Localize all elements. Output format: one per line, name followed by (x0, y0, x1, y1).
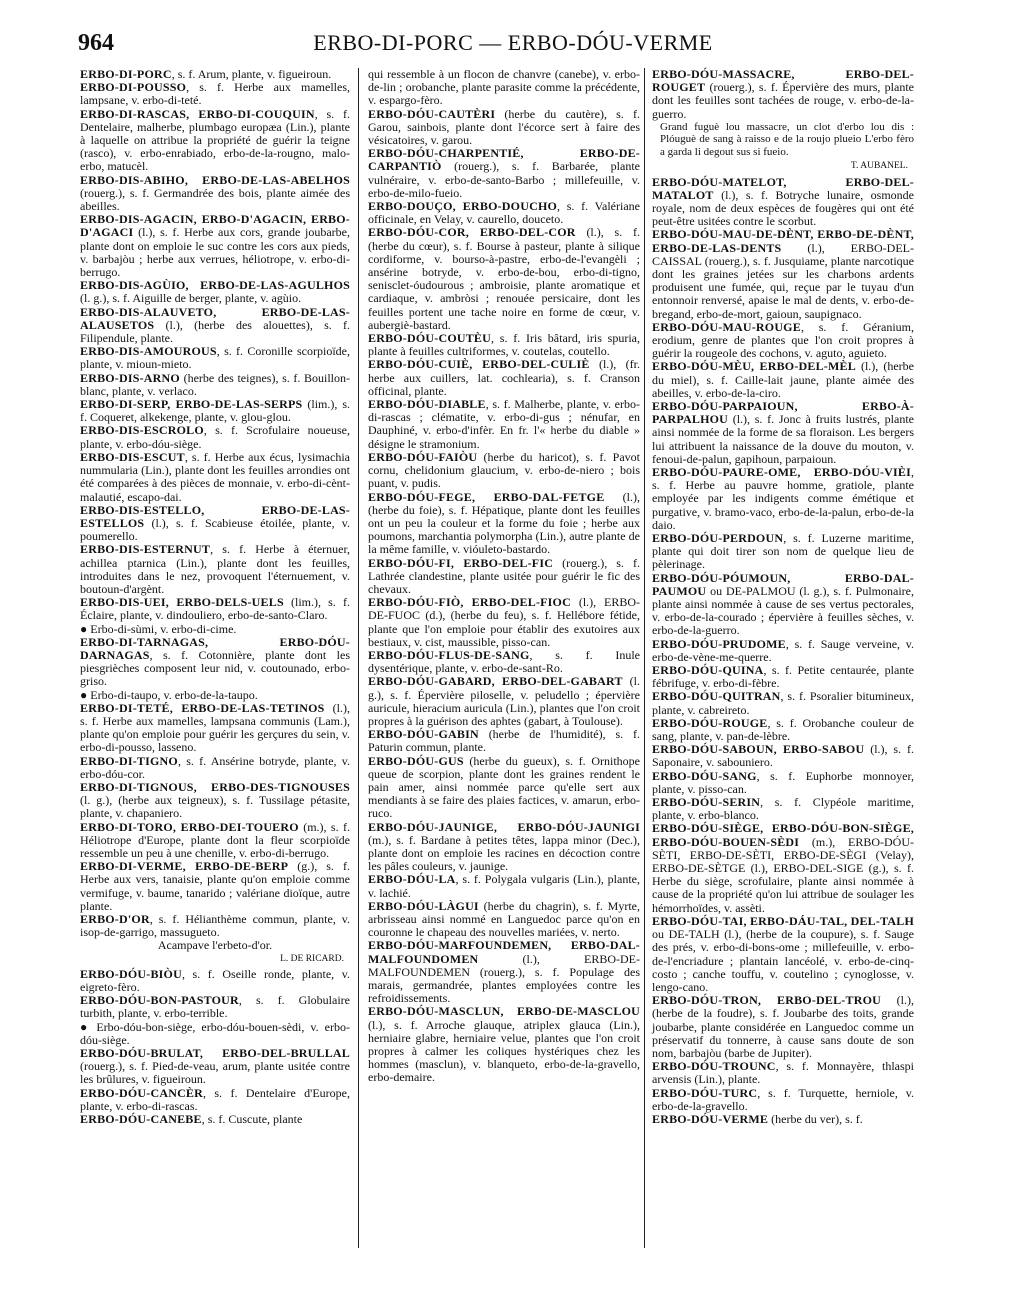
entry-headword: ERBO-DÓU-MARFOUNDEMEN, ERBO-DAL-MALFOUNDOMEN (368, 938, 640, 966)
entry-headword: ERBO-DÓU-TRON, ERBO-DEL-TROU (652, 993, 881, 1008)
dictionary-entry (368, 491, 640, 557)
entry-definition: (herbe du ver), s. f. (768, 1111, 863, 1126)
dictionary-entry (80, 596, 350, 622)
entry-headword: ERBO-DÓU-CANEBE (80, 1112, 202, 1127)
entry-headword: ERBO-DÓU-SABOUN, ERBO-SABOU (652, 742, 865, 757)
entry-headword: ERBO-DÓU-FLUS-DE-SANG (368, 647, 530, 662)
entry-definition: (m.), ERBO-DÓU-SÈTI, ERBO-DE-SÈTI, ERBO-DE-SÈGI (Velay), ERBO-DE-SÈTGE (l.), ERBO-DEL-SIGE (g.), s. f. Herbe du siège, scrofulaire, plante ainsi nommée à cause de la propriété qu'on lui attribue de soulager les hémorrhoïdes, v. assèti. (652, 834, 914, 915)
dictionary-entry (652, 770, 914, 796)
entry-definition: (herbe des teignes), s. f. Bouillon-blanc, plante, v. verlaco. (80, 370, 350, 398)
dictionary-entry (80, 174, 350, 214)
column-divider (358, 68, 359, 1248)
entry-headword: ERBO-DÓU-MASSACRE, ERBO-DEL-ROUGET (652, 67, 914, 95)
entry-definition: ou DE-TALH (l.), (herbe de la coupure), s. f. Sauge des prés, v. erbo-di-bons-ome ; millefeuille, v. erbo-de-l'encriadure ; plantain lancéolé, v. erbo-de-cinq-costo ; canche touffu, v. coutelino ; cynoglosse, v. lengo-cano. (652, 927, 914, 994)
entry-headword: ERBO-DÓU-TAI, ERBO-DÁU-TAL, DEL-TALH (652, 913, 914, 928)
entry-definition: , s. f. Inule dysentérique, plante, v. erbo-de-sant-Ro. (368, 647, 640, 676)
entry-headword: ERBO-DÓU-PÓUMOUN, ERBO-DAL-PAUMOU (652, 570, 914, 598)
entry-definition: (l. g.), (herbe aux teigneux), s. f. Tussilage pétasite, plante, v. chapaniero. (80, 793, 350, 821)
entry-definition: (herbe du cautère), s. f. Garou, sainbois, plante dont l'écorce sert à faire des vésicatoires, v. garou. (368, 106, 640, 148)
entry-definition: , s. f. Valériane officinale, en Velay, v. caurello, douceto. (368, 199, 640, 227)
entry-definition: (herbe de l'humidité), s. f. Paturin commun, plante. (368, 727, 640, 755)
entry-headword: ERBO-DI-TARNAGAS, ERBO-DÓU-DARNAGAS (80, 634, 350, 662)
entry-headword: ERBO-DÓU-MAU-ROUGE (652, 319, 801, 334)
entry-definition: , s. f. Clypéole maritime, plante, v. erbo-blanco. (652, 795, 914, 823)
dictionary-entry (368, 1005, 640, 1084)
dictionary-entry (652, 400, 914, 466)
dictionary-entry (80, 1087, 350, 1113)
dictionary-entry (652, 822, 914, 914)
entry-definition: , s. f. Oseille ronde, plante, v. eigreto-fèro. (80, 966, 350, 995)
entry-definition: , s. f. Luzerne maritime, plante qui doit tirer son nom de quelque lieu de pèlerinage. (652, 531, 914, 572)
entry-definition: , s. f. Arum, plante, v. figueiroun. (171, 67, 332, 81)
entry-headword: ERBO-DÓU-CAUTÈRI (368, 106, 496, 121)
entry-definition: (g.), s. f. Herbe aux vers, tanaisie, plante qu'on emploie comme vermifuge, v. baume, tanarido ; valériane dioïque, autre plante. (80, 859, 350, 913)
dictionary-entry (80, 213, 350, 279)
entry-headword: ERBO-DÓU-GABARD, ERBO-DEL-GABART (368, 674, 623, 689)
entry-headword: ERBO-DÓU-COR, ERBO-DEL-COR (368, 225, 576, 240)
entry-headword: ERBO-DÓU-JAUNIGE, ERBO-DÓU-JAUNIGI (368, 819, 640, 834)
dictionary-entry (80, 994, 350, 1020)
dictionary-entry (80, 755, 350, 781)
entry-definition: (herbe du haricot), s. f. Pavot cornu, chelidonium glaucium, v. erbo-de-niero ; bois puant, v. pudis. (368, 449, 640, 491)
dictionary-entry (652, 994, 914, 1060)
entry-headword: ERBO-DÓU-BON-PASTOUR (80, 993, 239, 1008)
entry-headword: ERBO-DÓU-LÀGUI (368, 898, 479, 913)
dictionary-entry (368, 728, 640, 754)
entry-headword: ERBO-DÓU-BIÒU (80, 966, 182, 981)
entry-headword: ERBO-DÓU-FI, ERBO-DEL-FIC (368, 555, 554, 570)
entry-definition: (herbe du chagrin), s. f. Myrte, arbrisseau ainsi nommé en Languedoc parce qu'on en couronne le chapeau des nouvelles mariées, v. nerto. (368, 898, 640, 940)
entry-definition: , s. f. Psoralier bitumineux, plante, v. cabreireto. (652, 689, 914, 717)
entry-definition: Acampave l'erbeto-d'or. (157, 938, 273, 953)
entry-definition: (l.), (herbe du miel), s. f. Caille-lait jaune, plante aimée des abeilles, v. erbo-de-la-ciro. (652, 359, 914, 400)
dictionary-entry (80, 860, 350, 913)
entry-headword: ERBO-DIS-AGÙIO, ERBO-DE-LAS-AGULHOS (80, 278, 350, 293)
entry-definition: (l.), ERBO-DE-FUOC (d.), (herbe du feu), s. f. Hellébore fétide, plante que l'on emploie pour établir des exutoires aux bestiaux, v. cist, maussible, pisso-can. (368, 595, 641, 649)
entry-headword: ERBO-DI-SERP, ERBO-DE-LAS-SERPS (80, 397, 303, 412)
column-right (652, 68, 914, 1126)
dictionary-entry (652, 1087, 914, 1113)
dictionary-entry (368, 900, 640, 940)
entry-definition: (l.), s. f. Scabieuse étoilée, plante, v. poumerello. (80, 515, 350, 544)
dictionary-entry (652, 743, 914, 769)
entry-headword: ERBO-DIS-ESTERNUT (80, 542, 211, 557)
entry-headword: ERBO-DÓU-COUTÈU (368, 331, 492, 346)
dictionary-entry (652, 664, 914, 690)
dictionary-entry (80, 543, 350, 596)
dictionary-entry (652, 572, 914, 638)
dictionary-entry (368, 108, 640, 148)
entry-definition: , s. f. Herbe au pauvre homme, gratiole, plante employée par les indigents comme émétique et purgative, v. bramo-vaco, erbo-de-la-palun, erbo-de-la daio. (652, 464, 914, 532)
dictionary-entry (80, 1113, 350, 1126)
dictionary-entry (368, 332, 640, 358)
entry-definition: Grand fuguè lou massacre, un clot d'erbo lou dis : Plóuguè de sang à raisso e de la roujo plueio L'erbo fèro a garda li degout sus si fueio. (660, 120, 914, 158)
entry-headword: ERBO-DIS-AGACIN, ERBO-D'AGACIN, ERBO-D'AGACI (80, 212, 350, 240)
entry-definition: , s. f. Euphorbe monnoyer, plante, v. pisso-can. (652, 768, 914, 796)
entry-definition: , s. f. Cuscute, plante (201, 1112, 303, 1127)
dictionary-entry (368, 451, 640, 491)
dictionary-entry (368, 358, 640, 398)
dictionary-entry (368, 873, 640, 899)
entry-headword: ERBO-DIS-ESCROLO (80, 423, 204, 438)
entry-headword: ERBO-DÓU-FEGE, ERBO-DAL-FETGE (368, 489, 605, 504)
entry-definition: (l.), s. f. Saponaire, v. sabouniero. (652, 742, 914, 770)
entry-definition: , s. f. Cotonnière, plante dont les piesgrièches composent leur nid, v. coutounado, erbo-griso. (80, 647, 350, 689)
entry-definition: , s. f. Ansérine botryde, plante, v. erbo-dóu-cor. (80, 753, 350, 781)
dictionary-entry (652, 638, 914, 664)
entry-definition: , s. f. Scrofulaire noueuse, plante, v. erbo-dóu-siège. (80, 423, 350, 451)
entry-definition: , s. f. Turquette, herniole, v. erbo-de-la-gravello. (652, 1085, 914, 1113)
entry-headword: ERBO-DIS-UEI, ERBO-DELS-UELS (80, 595, 284, 610)
dictionary-entry (80, 781, 350, 821)
column-left (80, 68, 350, 1126)
dictionary-entry (368, 939, 640, 1005)
entry-definition: (l. g.), s. f. Épervière piloselle, v. peludello ; épervière auricule, hieracium auricula (Lin.), plantes que l'on croit propres à la guérison des aphtes (gabart, à Toulouse). (368, 674, 640, 728)
entry-headword: ERBO-DI-TIGNOUS, ERBO-DES-TIGNOUSES (80, 779, 350, 794)
entry-definition: , s. f. Herbe à éternuer, achillea ptarnica (Lin.), plante dont les feuilles, introduites dans le nez, provoquent l'éternuement, v. boutoun-d'argènt. (80, 542, 350, 596)
entry-definition: , s. f. Sauge verveine, v. erbo-de-vène-me-querre. (652, 636, 914, 664)
dictionary-entry (80, 968, 350, 994)
dictionary-entry (652, 68, 914, 121)
dictionary-entry (652, 915, 914, 994)
entry-headword: ERBO-DÓU-FIÒ, ERBO-DEL-FIOC (368, 595, 571, 610)
entry-headword: ERBO-DÓU-GABIN (368, 727, 479, 742)
dictionary-entry (660, 121, 914, 159)
dictionary-entry (652, 1113, 914, 1126)
entry-definition: , s. f. Orobanche couleur de sang, plante, v. pan-de-lèbre. (652, 715, 914, 744)
entry-definition: ● Erbo-dóu-bon-siège, erbo-dóu-bouen-sèdi, v. erbo-dóu-siège. (80, 1019, 350, 1047)
dictionary-entry (652, 360, 914, 400)
dictionary-entry (80, 1047, 350, 1087)
dictionary-entry (652, 321, 914, 361)
entry-definition: (m.), s. f. Héliotrope d'Europe, plante dont la fleur scorpioïde ressemble un peu à une chenille, v. erbo-di-berrugo. (80, 819, 350, 860)
dictionary-entry (652, 796, 914, 822)
entry-definition: , s. f. Dentelaire d'Europe, plante, v. erbo-di-rascas. (80, 1085, 350, 1113)
entry-definition: qui ressemble à un flocon de chanvre (canebe), v. erbo-de-lin ; orobanche, plante parasite comme la précédente, v. espargo-fèro. (368, 67, 640, 108)
entry-definition: (herbe du gueux), s. f. Ornithope queue de scorpion, plante dont les graines rendent le pain amer, ainsi nommée parce qu'elle sert aux mendiants à se faire des plaies factices, v. amarun, erbo-ruco. (368, 753, 640, 821)
entry-headword: ERBO-DIS-ALAUVETO, ERBO-DE-LAS-ALAUSETOS (80, 304, 350, 332)
entry-definition: , s. f. Petite centaurée, plante fébrifuge, v. erbo-di-fèbre. (652, 663, 914, 691)
entry-headword: ERBO-DÓU-SERIN (652, 795, 761, 810)
entry-definition: , s. f. Coronille scorpioïde, plante, v. mioun-mieto. (80, 344, 350, 372)
entry-definition: (l.), s. f. Jonc à fruits lustrés, plante ainsi nommée de la forme de sa floraison. Les bergers lui attribuent la naissance de la douve du mouton, v. fenoui-de-palun, gapihoun, parpaioun. (652, 412, 914, 466)
entry-definition: ● Erbo-di-sùmi, v. erbo-di-cime. (80, 621, 237, 636)
dictionary-entry (368, 68, 640, 108)
entry-definition: , s. f. Hélianthème commun, plante, v. isop-de-garrigo, massugueto. (80, 912, 350, 940)
dictionary-entry (80, 345, 350, 371)
dictionary-entry (80, 913, 350, 939)
page-number: 964 (78, 30, 114, 56)
dictionary-entry (80, 821, 350, 861)
entry-definition: (l.), (fr. herbe aux cuillers, lat. cochlearia), s. f. Cranson officinal, plante. (368, 357, 641, 398)
entry-definition: (lim.), s. f. Coqueret, alkekenge, plante, v. glou-glou. (80, 397, 350, 425)
dictionary-entry (368, 596, 640, 649)
entry-headword: ERBO-DÓU-PAURE-OME, ERBO-DÓU-VIÈI (652, 464, 911, 479)
entry-headword: ERBO-DÓU-QUITRAN (652, 689, 781, 704)
dictionary-entry (368, 398, 640, 451)
entry-headword: ERBO-DÓU-MASCLUN, ERBO-DE-MASCLOU (368, 1004, 640, 1019)
entry-definition: , s. f. Globulaire turbith, plante, v. erbo-terrible. (80, 993, 350, 1021)
entry-definition: (l.), s. f. (herbe du cœur), s. f. Bourse à pasteur, plante à silique cordiforme, v. bourso-à-pastre, erbo-de-l'evangèli ; ansérine botryde, v. erbo-de-bou, erbo-di-tigno, senisclet-óudourous ; ambroisie, plante aromatique et cardiaque, v. ambròsi ; renouée persicaire, dont les feuilles portent une tache noire en forme de cœur, v. aubergiè-bastard. (368, 225, 640, 332)
entry-headword: ERBO-DI-TIGNO (80, 753, 178, 768)
entry-definition: (rouerg.), s. f. Germandrée des bois, plante aimée des abeilles. (80, 185, 350, 214)
dictionary-entry (80, 306, 350, 346)
dictionary-entry (652, 717, 914, 743)
entry-definition: (l.), (herbe de la foudre), s. f. Joubarbe des toits, grande joubarbe, plante considérée en Languedoc comme un préservatif du tonnerre, à cause sans doute de son nom, barbajòu (barbe de Jupiter). (652, 993, 915, 1060)
entry-headword: ERBO-DÓU-CANCÈR (80, 1085, 203, 1100)
dictionary-entry (80, 279, 350, 305)
entry-headword: ERBO-DÓU-GUS (368, 753, 464, 768)
entry-definition: ● Erbo-di-taupo, v. erbo-de-la-taupo. (80, 687, 258, 702)
entry-definition: (lim.), s. f. Éclaire, plante, v. dindouliero, erbo-de-santo-Claro. (80, 595, 350, 623)
dictionary-entry (80, 939, 350, 952)
dictionary-entry (368, 675, 640, 728)
dictionary-entry (652, 690, 914, 716)
dictionary-entry (368, 821, 640, 874)
entry-definition: , s. f. Monnayère, thlaspi arvensis (Lin.), plante. (652, 1059, 914, 1087)
dictionary-entry (80, 953, 344, 966)
dictionary-entry (368, 147, 640, 200)
entry-headword: ERBO-DÓU-DIABLE (368, 397, 486, 412)
entry-definition: (l.), ERBO-DE-MALFOUNDEMEN (rouerg.), s. f. Populage des marais, germandrée, plantes employées contre les refroidissements. (368, 951, 640, 1006)
dictionary-entry (368, 649, 640, 675)
entry-definition: (l.), s. f. Botryche lunaire, osmonde royale, nom de deux espèces de fougères qui ont été peut-être usitées contre le scorbut. (652, 187, 914, 229)
entry-headword: ERBO-DÓU-MAU-DE-DÈNT, ERBO-DE-DÈNT, ERBO-DE-LAS-DENTS (652, 227, 914, 255)
entry-definition: T. AUBANEL. (850, 161, 908, 172)
entry-headword: ERBO-DIS-ESTELLO, ERBO-DE-LAS-ESTELLOS (80, 502, 350, 530)
entry-definition: , s. f. Dentelaire, malherbe, plumbago europæa (Lin.), plante à laquelle on attribue la propriété de guérir la teigne (rasco), v. erbo-enrabiado, erbo-de-la-rougno, malo-erbo, matucèl. (80, 106, 350, 174)
entry-headword: ERBO-DÓU-PARPAIOUN, ERBO-À-PARPALHOU (652, 398, 914, 427)
entry-headword: ERBO-DÓU-PRUDOME (652, 636, 786, 651)
entry-definition: (rouerg.), s. f. Épervière des murs, plante dont les feuilles sont tachées de rouge, v. erbo-de-la-guerro. (652, 80, 914, 121)
entry-headword: ERBO-DIS-ARNO (80, 370, 180, 385)
entry-headword: ERBO-DI-POUSSO (80, 80, 187, 95)
dictionary-entry (80, 108, 350, 174)
dictionary-entry (652, 1060, 914, 1086)
entry-headword: ERBO-DÓU-LA (368, 872, 456, 887)
entry-definition: L. DE RICARD. (280, 953, 344, 964)
entry-definition: (rouerg.), s. f. Pied-de-veau, arum, plante usitée contre les brûlures, v. figueiroun. (80, 1059, 350, 1087)
dictionary-entry (80, 372, 350, 398)
entry-definition: (m.), s. f. Bardane à petites têtes, lappa minor (Dec.), plante dont on emploie les racines en décoction contre les pâles couleurs, v. jaunige. (368, 832, 640, 874)
entry-headword: ERBO-DÓU-MÈU, ERBO-DEL-MÈL (652, 359, 856, 374)
dictionary-entry (368, 755, 640, 821)
entry-headword: ERBO-DÓU-VERME (652, 1111, 769, 1126)
entry-headword: ERBO-DÓU-MATELOT, ERBO-DEL-MATALOT (652, 174, 914, 202)
dictionary-entry (80, 398, 350, 424)
entry-headword: ERBO-DI-TORO, ERBO-DEI-TOUERO (80, 819, 299, 834)
entry-definition: (l.), s. f. Arroche glauque, atriplex glauca (Lin.), herniaire glabre, herniaire velue, plantes que l'on croit propres à calmer les coliques hystériques chez les hommes (masclun), v. blanqueto, erbo-de-la-gravello, erbo-demaire. (368, 1017, 640, 1085)
dictionary-entry (652, 532, 914, 572)
entry-headword: ERBO-D'OR (80, 912, 150, 926)
entry-headword: ERBO-DÓU-SIÈGE, ERBO-DÓU-BON-SIÈGE, ERBO-DÓU-BOUEN-SÈDI (652, 821, 914, 849)
dictionary-entry (368, 557, 640, 597)
entry-headword: ERBO-DIS-AMOUROUS (80, 344, 217, 359)
entry-definition: (rouerg.), s. f. Barbarée, plante vulnéraire, v. erbo-de-santo-Barbo ; millefeuille, v. erbo-de-milo-fueio. (368, 159, 640, 200)
dictionary-entry (80, 504, 350, 544)
entry-headword: ERBO-DÓU-TURC (652, 1085, 758, 1100)
entry-headword: ERBO-DÓU-ROUGE (652, 715, 768, 730)
entry-headword: ERBO-DIS-ESCUT (80, 449, 185, 464)
entry-definition: (l.), s. f. Herbe aux mamelles, lampsana communis (Lam.), plante qu'on emploie pour guérir les gerçures du sein, v. erbo-di-pousso, lasseno. (80, 700, 350, 755)
entry-definition: , s. f. Malherbe, plante, v. erbo-di-rascas ; clématite, v. erbo-di-gus ; nénufar, en Dauphiné, v. erbo-d'infèr. En fr. l'« herbe du diable » désigne le stramonium. (368, 397, 640, 451)
entry-headword: ERBO-DOUÇO, ERBO-DOUCHO (368, 199, 558, 214)
dictionary-entry (80, 1021, 350, 1047)
dictionary-entry (80, 451, 350, 504)
dictionary-entry (652, 160, 908, 173)
entry-headword: ERBO-DÓU-CHARPENTIÉ, ERBO-DE-CARPANTIÒ (368, 146, 640, 174)
entry-headword: ERBO-DÓU-QUINA (652, 663, 764, 678)
entry-definition: , s. f. Polygala vulgaris (Lin.), plante, v. lachié. (368, 872, 640, 900)
entry-definition: (l.), (herbe des alouettes), s. f. Filipendule, plante. (80, 317, 350, 346)
dictionary-entry (652, 228, 914, 320)
entry-definition: , s. f. Iris bâtard, iris spuria, plante à feuilles cultriformes, v. coutelas, coutello. (368, 331, 640, 359)
entry-definition: ou DE-PALMOU (l. g.), s. f. Pulmonaire, plante ainsi nommée à cause de ses vertus pectorales, v. erbo-de-la-courado ; épervière à feuilles sèches, v. erbo-de-la-guerro. (652, 583, 914, 638)
column-middle (368, 68, 640, 1085)
entry-definition: , s. f. Herbe aux écus, lysimachia nummularia (Lin.), plante dont les feuilles arrondies ont été comparées à des pièces de monnaie, v. erbo-di-cènt-malautié, escapo-dai. (80, 449, 350, 504)
dictionary-entry (80, 702, 350, 755)
entry-definition: (l.), (herbe du foie), s. f. Hépatique, plante dont les feuilles ont un peu la couleur et la forme du foie ; herbe aux poumons, marchantia polymorpha (Lin.), autre plante de la même famille, v. vióuleto-bastardo. (368, 489, 641, 557)
dictionary-entry (80, 81, 350, 107)
page-header (78, 30, 948, 60)
entry-headword: ERBO-DI-PORC (80, 67, 172, 81)
running-head: ERBO-DI-PORC — ERBO-DÓU-VERME (313, 30, 713, 55)
entry-definition: , s. f. Géranium, erodium, genre de plantes que l'on croit propres à guérir la rougeole des cochons, v. aguto, aguieto. (652, 319, 914, 361)
entry-definition: (l. g.), s. f. Aiguille de berger, plante, v. agùio. (80, 291, 302, 306)
entry-headword: ERBO-DÓU-PERDOUN (652, 531, 784, 545)
entry-headword: ERBO-DÓU-SANG (652, 768, 757, 783)
entry-definition: , s. f. Herbe aux mamelles, lampsane, v. erbo-di-teté. (80, 80, 350, 108)
entry-headword: ERBO-DI-VERME, ERBO-DE-BERP (80, 859, 289, 874)
entry-headword: ERBO-DÓU-TROUNC (652, 1059, 776, 1074)
entry-headword: ERBO-DÓU-CUIÈ, ERBO-DEL-CULIÈ (368, 357, 590, 372)
entry-definition: (l.), s. f. Herbe aux cors, grande joubarbe, plante dont on emploie le suc contre les cors aux pieds, v. barbajòu ; herbe aux verrues, héliotrope, v. erbo-di-berrugo. (80, 225, 350, 280)
dictionary-entry (368, 200, 640, 226)
entry-headword: ERBO-DÓU-BRULAT, ERBO-DEL-BRULLAL (80, 1046, 350, 1061)
entry-headword: ERBO-DI-RASCAS, ERBO-DI-COUQUIN (80, 106, 315, 121)
dictionary-entry (80, 636, 350, 689)
entry-headword: ERBO-DI-TETÉ, ERBO-DE-LAS-TETINOS (80, 700, 325, 715)
entry-headword: ERBO-DIS-ABIHO, ERBO-DE-LAS-ABELHOS (80, 172, 350, 187)
dictionary-entry (652, 466, 914, 532)
dictionary-entry (80, 424, 350, 450)
entry-definition: (rouerg.), s. f. Lathrée clandestine, plante usitée pour guérir le fic des chevaux. (368, 555, 640, 596)
column-divider (644, 68, 645, 1248)
dictionary-entry (652, 176, 914, 229)
entry-headword: ERBO-DÓU-FAIÒU (368, 449, 478, 464)
entry-definition: (l.), ERBO-DEL-CAISSAL (rouerg.), s. f. Jusquiame, plante narcotique dont les graines jetées sur les charbons ardents produisent une fumée, qui, reçue par le tuyau d'un entonnoir renversé, apaise le mal de dents, v. erbo-de-bregand, erbo-de-mort, gaioun, saupignaco. (652, 240, 914, 321)
dictionary-entry (368, 226, 640, 332)
